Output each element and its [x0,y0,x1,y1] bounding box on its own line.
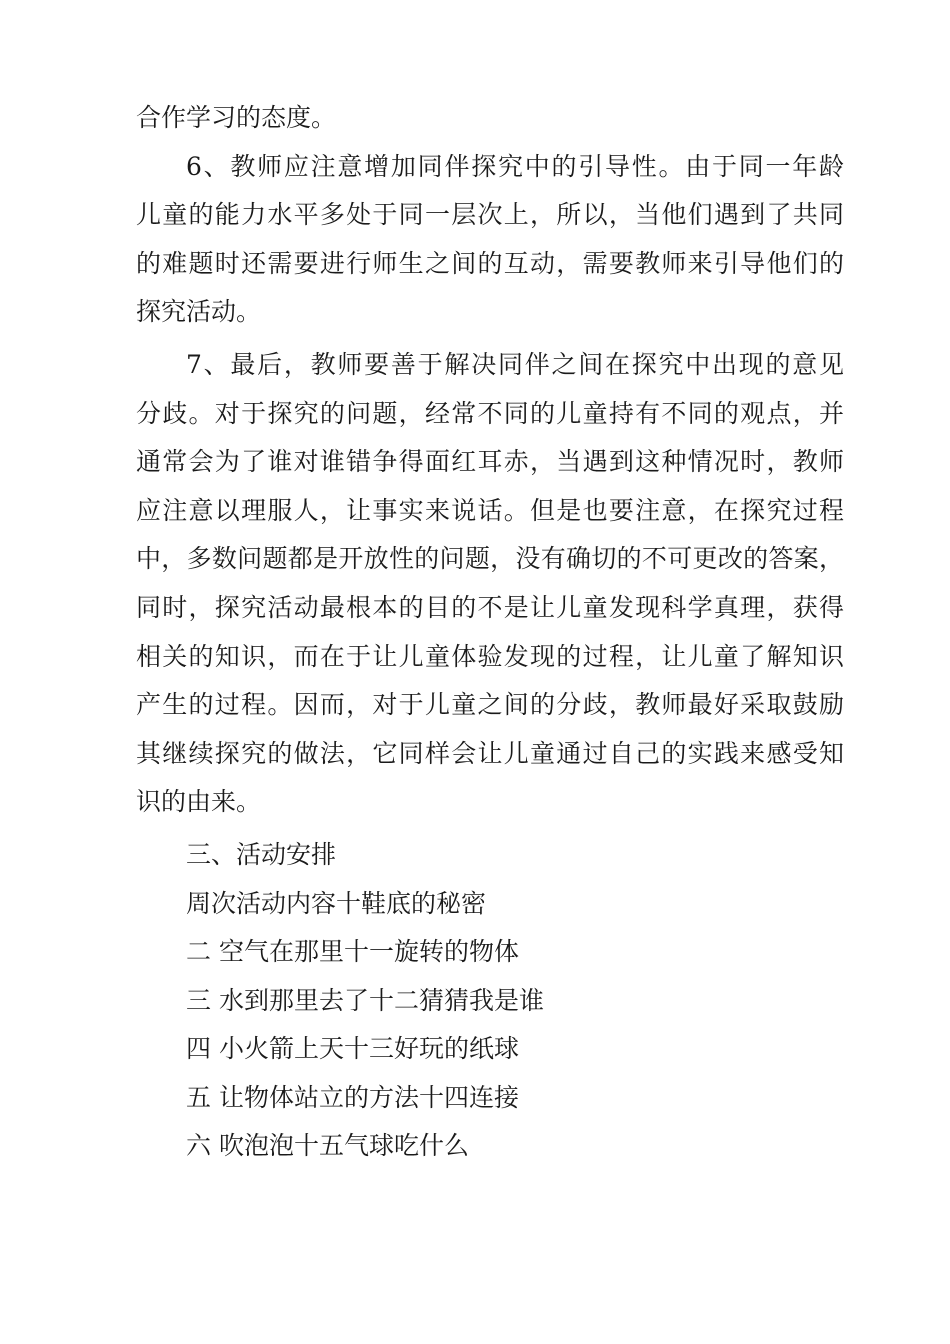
schedule-row: 四 小火箭上天十三好玩的纸球 [186,1034,519,1064]
schedule-row: 五 让物体站立的方法十四连接 [186,1082,519,1112]
paragraph-line: 7、最后，教师要善于解决同伴之间在探究中出现的意见 [186,349,844,379]
paragraph-line: 通常会为了谁对谁错争得面红耳赤，当遇到这种情况时，教师 [136,447,844,477]
paragraph-line: 中，多数问题都是开放性的问题，没有确切的不可更改的答案， [136,544,844,574]
paragraph-line: 分歧。对于探究的问题，经常不同的儿童持有不同的观点，并 [136,398,844,428]
paragraph-line: 儿童的能力水平多处于同一层次上，所以，当他们遇到了共同 [136,200,844,230]
schedule-header: 周次活动内容十鞋底的秘密 [186,888,487,918]
schedule-row: 二 空气在那里十一旋转的物体 [186,937,519,967]
paragraph-line: 产生的过程。因而，对于儿童之间的分歧，教师最好采取鼓励 [136,690,844,720]
document-page [136,94,844,1171]
paragraph-line: 合作学习的态度。 [136,103,337,132]
schedule-row: 三 水到那里去了十二猜猜我是谁 [186,985,544,1015]
paragraph-line: 应注意以理服人，让事实来说话。但是也要注意，在探究过程 [136,495,844,525]
paragraph-line: 识的由来。 [136,787,262,817]
paragraph-line: 同时，探究活动最根本的目的不是让儿童发现科学真理，获得 [136,592,844,622]
paragraph-line: 相关的知识，而在于让儿童体验发现的过程，让儿童了解知识 [136,641,844,671]
paragraph-line: 6、教师应注意增加同伴探究中的引导性。由于同一年龄 [186,151,844,181]
paragraph-line: 探究活动。 [136,297,262,327]
paragraph-line: 的难题时还需要进行师生之间的互动，需要教师来引导他们的 [136,248,844,278]
section-heading: 三、活动安排 [186,839,337,869]
paragraph-line: 其继续探究的做法，它同样会让儿童通过自己的实践来感受知 [136,738,844,768]
schedule-row: 六 吹泡泡十五气球吃什么 [186,1131,469,1161]
